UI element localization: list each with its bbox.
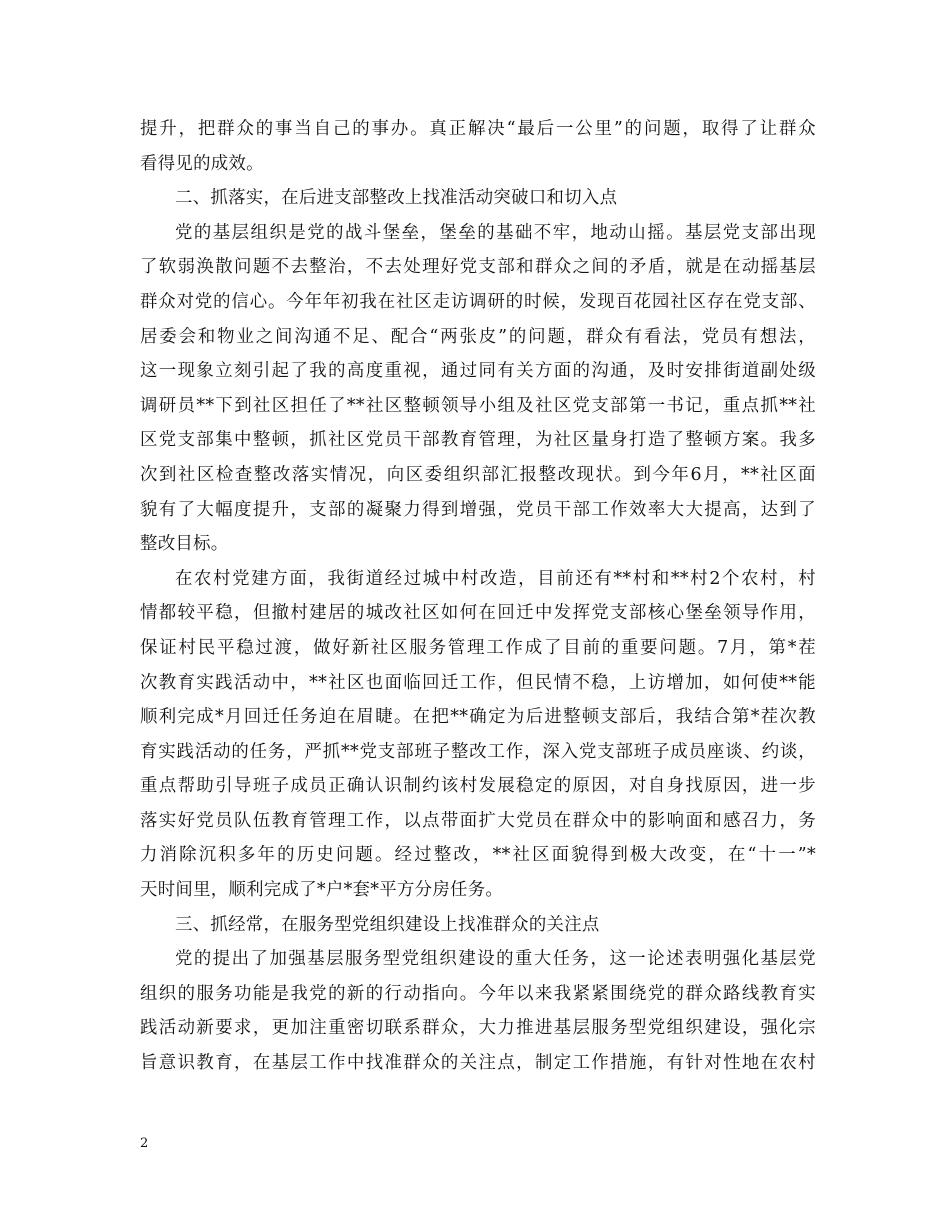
text-line: 群众对党的信心。今年年初我在社区走访调研的时候，发现百花园社区存在党支部、: [140, 291, 816, 312]
text-line: 情都较平稳，但撤村建居的城改社区如何在回迁中发挥党支部核心堡垒领导作用，: [140, 603, 816, 624]
text-line: 提升，把群众的事当自己的事办。真正解决“最后一公里”的问题，取得了让群众: [140, 119, 816, 139]
text-line: 天时间里，顺利完成了*户*套*平方分房任务。: [140, 880, 504, 901]
text-line: 党的提出了加强基层服务型党组织建设的重大任务，这一论述表明强化基层党: [175, 949, 816, 970]
text-line: 三、抓经常，在服务型党组织建设上找准群众的关注点: [175, 914, 600, 935]
text-line: 在农村党建方面，我街道经过城中村改造，目前还有**村和**村2个农村，村: [175, 568, 816, 589]
text-line: 了软弱涣散问题不去整治，不去处理好党支部和群众之间的矛盾，就是在动摇基层: [140, 257, 816, 278]
text-line: 组织的服务功能是我党的新的行动指向。今年以来我紧紧围绕党的群众路线教育实: [140, 983, 816, 1004]
text-line: 党的基层组织是党的战斗堡垒，堡垒的基础不牢，地动山摇。基层党支部出现: [175, 222, 816, 243]
text-line: 看得见的成效。: [140, 153, 264, 174]
text-line: 重点帮助引导班子成员正确认识制约该村发展稳定的原因，对自身找原因，进一步: [140, 776, 816, 797]
text-line: 育实践活动的任务，严抓**党支部班子整改工作，深入党支部班子成员座谈、约谈，: [140, 741, 816, 762]
text-line: 居委会和物业之间沟通不足、配合“两张皮”的问题，群众有看法，党员有想法，: [140, 326, 816, 347]
text-line: 次到社区检查整改落实情况，向区委组织部汇报整改现状。到今年6月，**社区面: [140, 464, 816, 485]
text-line: 二、抓落实，在后进支部整改上找准活动突破口和切入点: [175, 188, 618, 209]
text-line: 区党支部集中整顿，抓社区党员干部教育管理，为社区量身打造了整顿方案。我多: [140, 430, 816, 451]
text-line: 力消除沉积多年的历史问题。经过整改，**社区面貌得到极大改变，在“十一”*: [140, 845, 816, 866]
text-line: 顺利完成*月回迁任务迫在眉睫。在把**确定为后进整顿支部后，我结合第*茬次教: [140, 707, 816, 728]
text-line: 次教育实践活动中，**社区也面临回迁工作，但民情不稳，上访增加，如何使**能: [140, 672, 816, 693]
text-line: 落实好党员队伍教育管理工作，以点带面扩大党员在群众中的影响面和感召力，务: [140, 810, 816, 831]
text-line: 整改目标。: [140, 534, 229, 555]
page-number: 2: [140, 1136, 149, 1151]
text-line: 践活动新要求，更加注重密切联系群众，大力推进基层服务型党组织建设，强化宗: [140, 1018, 816, 1039]
text-line: 保证村民平稳过渡，做好新社区服务管理工作成了目前的重要问题。7月，第*茬: [140, 637, 816, 658]
text-line: 旨意识教育，在基层工作中找准群众的关注点，制定工作措施，有针对性地在农村: [140, 1053, 816, 1074]
text-line: 调研员**下到社区担任了**社区整顿领导小组及社区党支部第一书记，重点抓**社: [140, 395, 816, 416]
body-text: [140, 112, 816, 1081]
text-line: 貌有了大幅度提升，支部的凝聚力得到增强，党员干部工作效率大大提高，达到了: [140, 499, 816, 520]
text-line: 这一现象立刻引起了我的高度重视，通过同有关方面的沟通，及时安排街道副处级: [140, 361, 816, 382]
